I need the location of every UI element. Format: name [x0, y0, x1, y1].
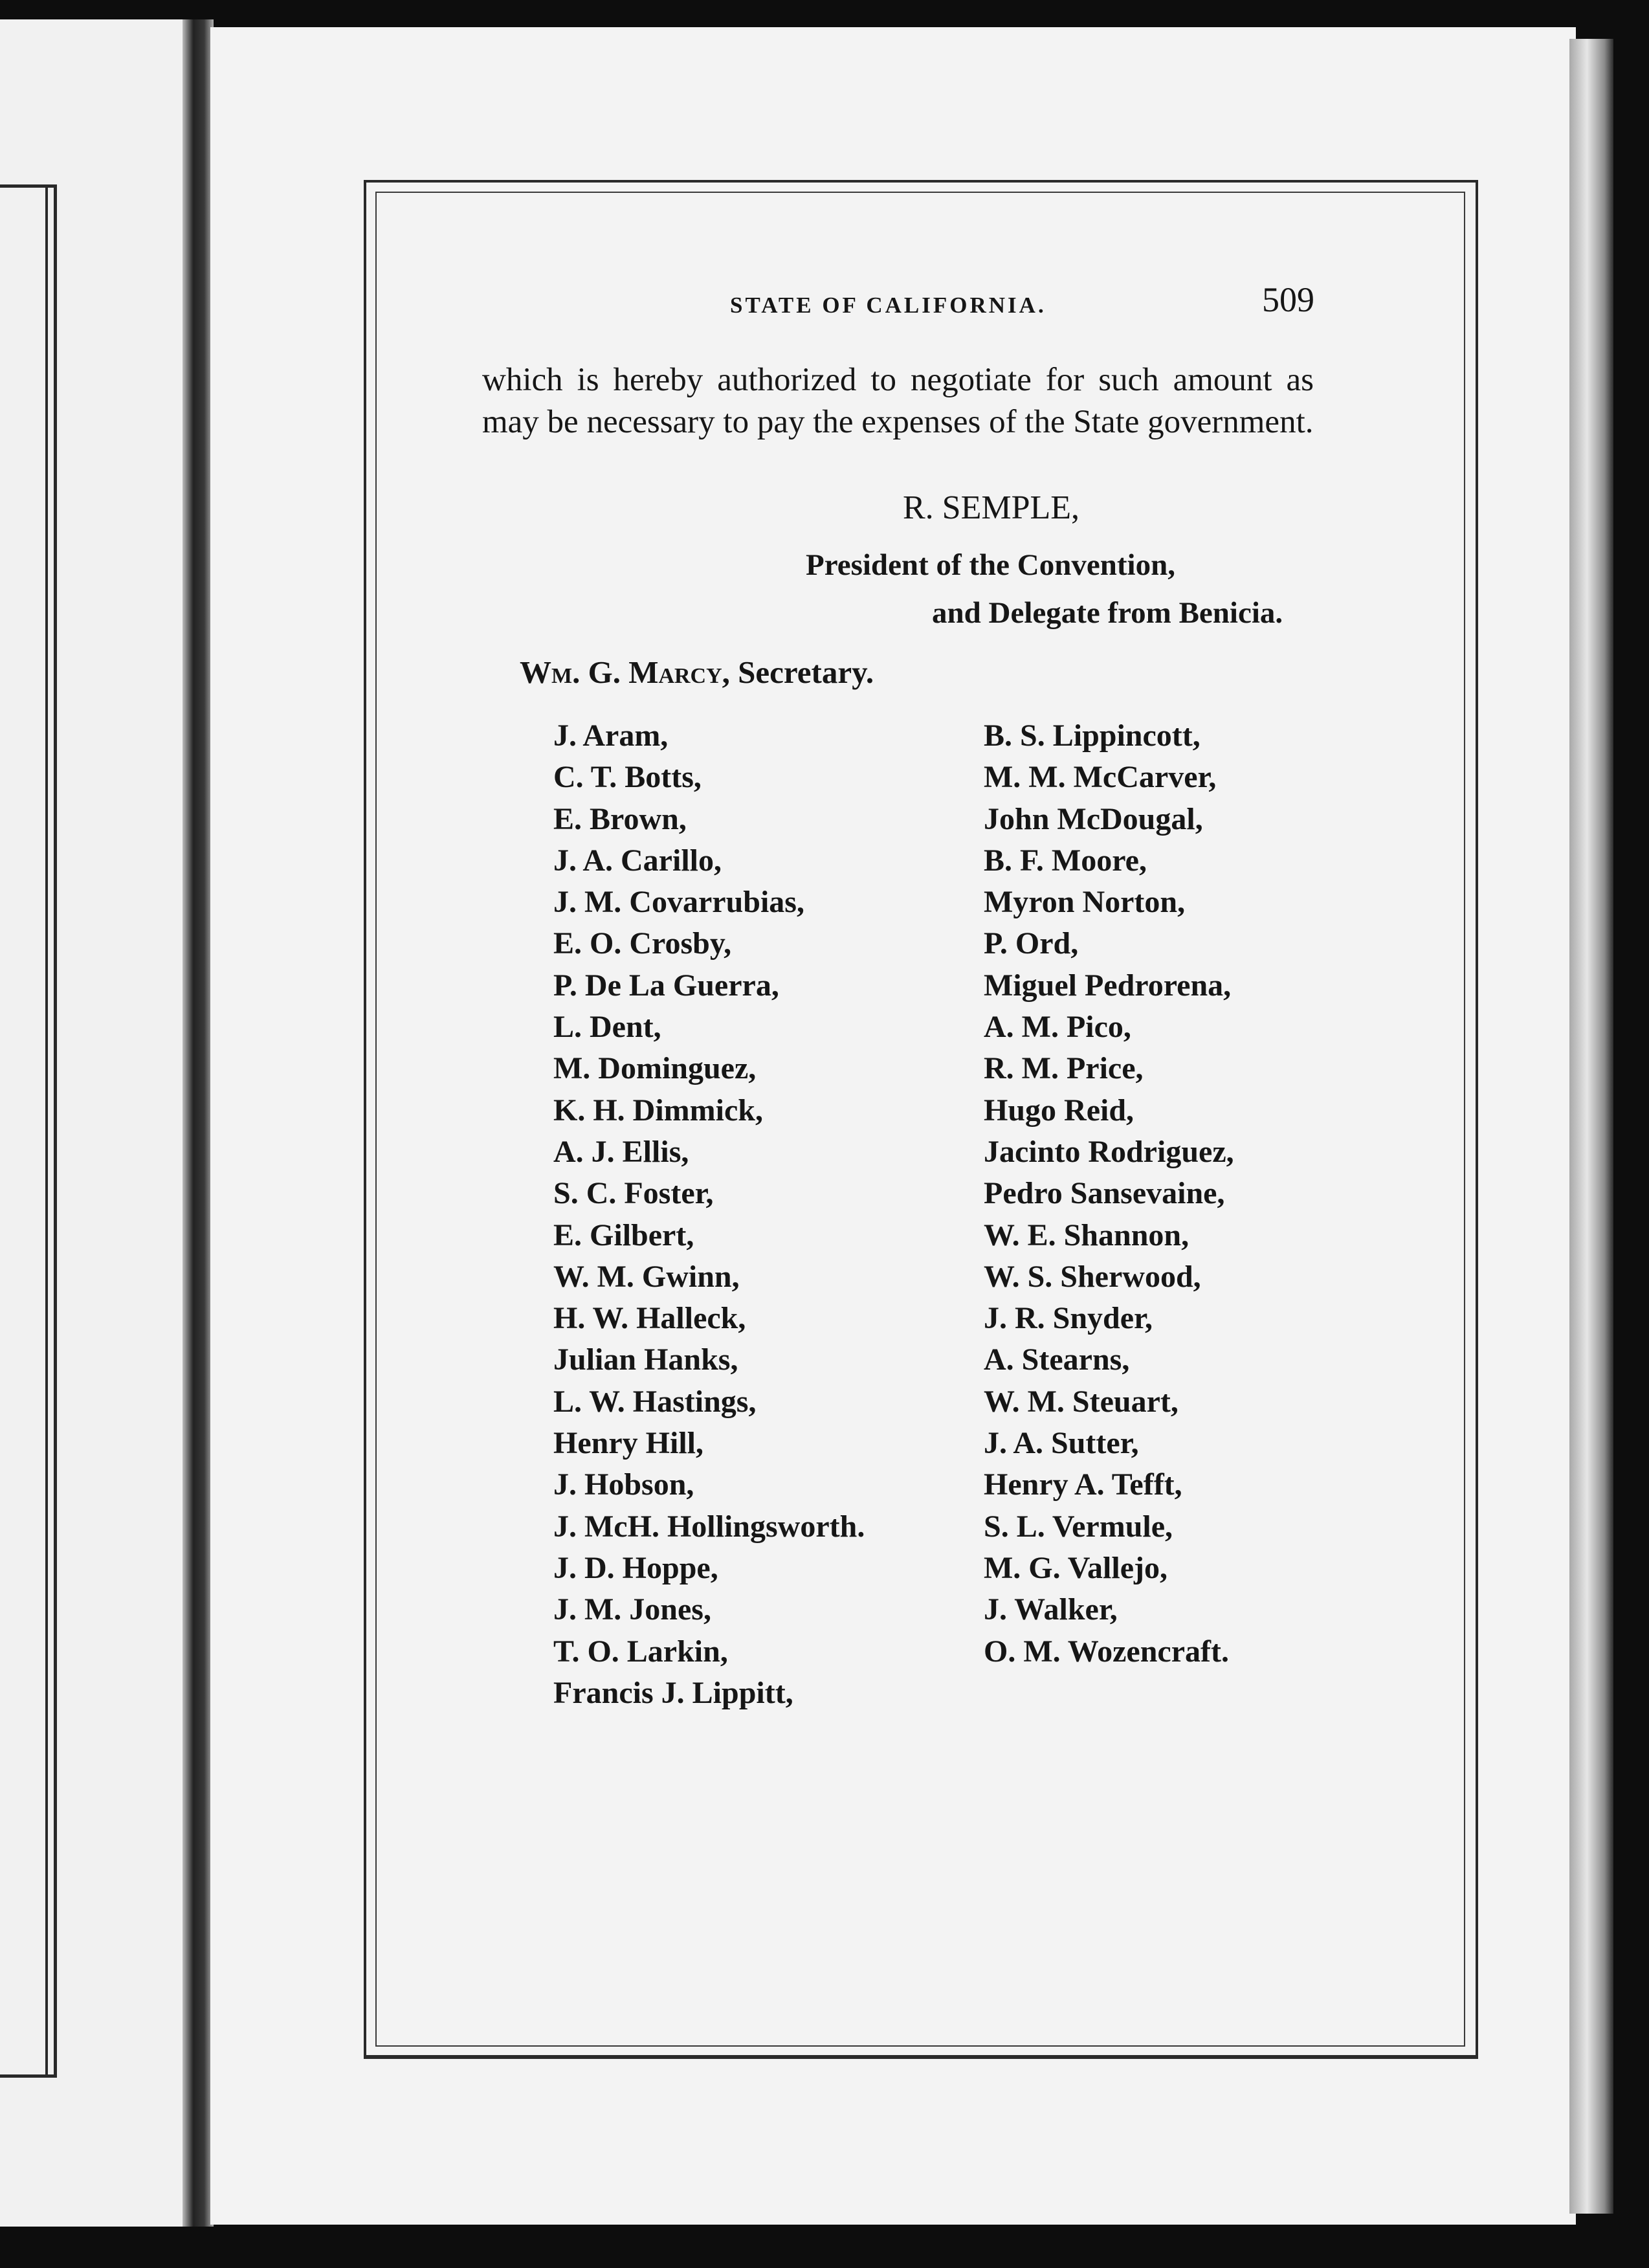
delegate-name: O. M. Wozencraft. [984, 1634, 1230, 1669]
delegate-name: M. G. Vallejo, [984, 1550, 1168, 1585]
delegate-name: E. O. Crosby, [553, 926, 732, 961]
delegate-name: J. Hobson, [553, 1467, 694, 1502]
left-page [0, 19, 191, 2230]
delegate-name: J. D. Hoppe, [553, 1550, 718, 1585]
delegate-name: B. S. Lippincott, [984, 718, 1201, 753]
delegate-name: W. M. Steuart, [984, 1384, 1179, 1419]
delegate-name: P. De La Guerra, [553, 968, 779, 1003]
delegate-name: T. O. Larkin, [553, 1634, 728, 1669]
delegate-name: B. F. Moore, [984, 843, 1147, 878]
signatory-title: President of the Convention, [806, 548, 1175, 582]
secretary-name: Wm. G. Marcy, [520, 654, 730, 690]
delegate-name: M. Dominguez, [553, 1051, 757, 1086]
delegate-name: E. Gilbert, [553, 1217, 694, 1252]
delegate-name: A. Stearns, [984, 1342, 1130, 1377]
delegate-name: Jacinto Rodriguez, [984, 1134, 1234, 1169]
delegate-name: E. Brown, [553, 801, 687, 836]
secretary-line [520, 654, 874, 691]
delegate-name: S. L. Vermule, [984, 1509, 1173, 1544]
signatory-name: R. SEMPLE, [903, 489, 1080, 526]
delegate-name: R. M. Price, [984, 1051, 1144, 1086]
delegate-name: L. Dent, [553, 1010, 661, 1045]
delegates-left-column [553, 715, 865, 1714]
scan-border [0, 2227, 1649, 2268]
page-edge [1569, 39, 1613, 2214]
delegate-name: L. W. Hastings, [553, 1384, 757, 1419]
delegate-name: S. C. Foster, [553, 1176, 714, 1211]
delegate-name: M. M. McCarver, [984, 760, 1217, 795]
delegate-name: P. Ord, [984, 926, 1079, 961]
delegate-name: Julian Hanks, [553, 1342, 738, 1377]
delegate-name: A. M. Pico, [984, 1010, 1131, 1045]
delegate-name: John McDougal, [984, 801, 1203, 836]
delegate-name: Henry A. Tefft, [984, 1467, 1182, 1502]
delegate-name: J. McH. Hollingsworth. [553, 1509, 865, 1544]
running-head: STATE OF CALIFORNIA. [730, 293, 1046, 318]
delegate-name: J. M. Covarrubias, [553, 885, 804, 920]
delegate-name: Miguel Pedrorena, [984, 968, 1232, 1003]
delegate-name: Francis J. Lippitt, [553, 1675, 793, 1710]
page-number: 509 [1262, 280, 1314, 319]
delegate-name: Myron Norton, [984, 885, 1186, 920]
delegate-name: J. A. Carillo, [553, 843, 722, 878]
delegate-name: J. Walker, [984, 1592, 1118, 1627]
delegate-name: K. H. Dimmick, [553, 1093, 763, 1128]
delegate-name: J. Aram, [553, 718, 669, 753]
delegate-name: H. W. Halleck, [553, 1301, 746, 1336]
left-page-frame [0, 184, 57, 2078]
delegate-name: C. T. Botts, [553, 760, 702, 795]
delegate-name: J. A. Sutter, [984, 1426, 1139, 1461]
delegate-name: A. J. Ellis, [553, 1134, 689, 1169]
delegate-name: J. M. Jones, [553, 1592, 711, 1627]
delegate-name: W. S. Sherwood, [984, 1259, 1201, 1294]
delegates-right-column [984, 715, 1234, 1673]
signatory-title-2: and Delegate from Benicia. [932, 596, 1283, 630]
delegate-name: W. M. Gwinn, [553, 1259, 740, 1294]
delegate-name: Henry Hill, [553, 1426, 703, 1461]
delegate-name: Pedro Sansevaine, [984, 1176, 1225, 1211]
secretary-role: Secretary. [729, 654, 874, 690]
delegate-name: Hugo Reid, [984, 1093, 1134, 1128]
body-paragraph: which is hereby authorized to negotiate for such amount as may be necessary to pay the expenses of the State government. [482, 362, 1314, 440]
delegate-name: W. E. Shannon, [984, 1217, 1190, 1252]
page-border-inner [375, 192, 1465, 2047]
book-gutter [183, 19, 214, 2230]
delegate-name: J. R. Snyder, [984, 1301, 1153, 1336]
